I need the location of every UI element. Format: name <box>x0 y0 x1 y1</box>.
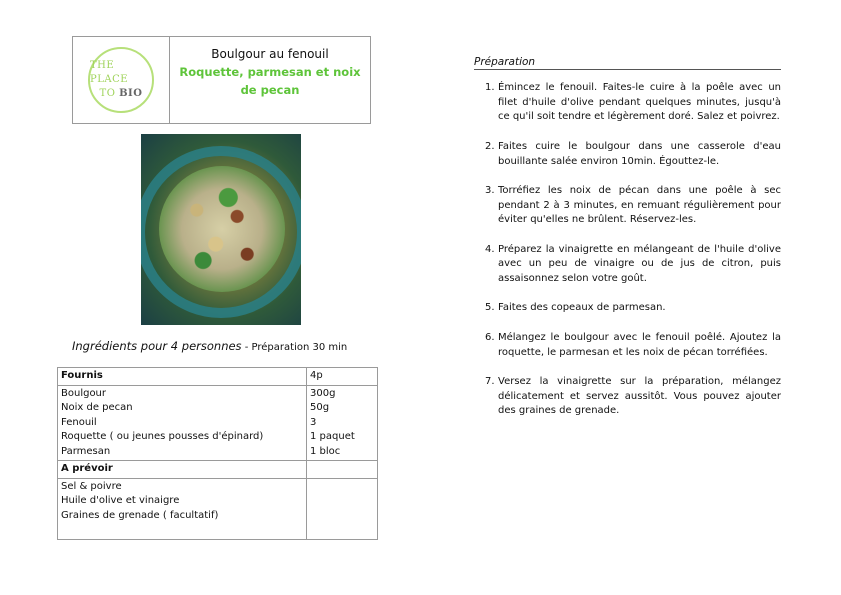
to-plan-item: Graines de grenade ( facultatif) <box>61 509 219 521</box>
step-text: Faites des copeaux de parmesan. <box>498 302 666 314</box>
preparation-title: Préparation <box>474 56 781 70</box>
step-text: Préparez la vinaigrette en mélangeant de l'huile d'olive avec un peu de vinaigre ou de jus de citron, puis assaisonnez selon votre goût. <box>498 243 781 285</box>
ingredient-qty: 1 paquet <box>310 431 355 442</box>
prep-time: - Préparation 30 min <box>241 342 348 353</box>
to-plan-items <box>58 478 307 539</box>
ingredient-name: Parmesan <box>61 445 111 457</box>
recipe-photo <box>141 134 301 325</box>
step-5: 5. Faites des copeaux de parmesan. <box>485 301 781 316</box>
logo-line1: THE PLACE <box>90 60 129 85</box>
to-plan-item: Sel & poivre <box>61 480 122 492</box>
to-plan-item: Huile d'olive et vinaigre <box>61 495 180 506</box>
step-6: 6. Mélangez le boulgour avec le fenouil poêlé. Ajoutez la roquette, le parmesan et les noix de pécan torréfiées. <box>485 331 781 360</box>
logo-cell <box>73 37 170 123</box>
provided-header: Fournis <box>58 368 307 386</box>
ingredients-heading: Ingrédients pour 4 personnes <box>72 339 242 353</box>
ingredient-name: Noix de pecan <box>61 402 133 413</box>
recipe-title: Boulgour au fenouil <box>211 47 329 61</box>
step-text: Mélangez le boulgour avec le fenouil poêlé. Ajoutez la roquette, le parmesan et les noix de pécan torréfiées. <box>498 331 781 358</box>
ingredient-qty: 50g <box>310 402 330 413</box>
step-4: 4. Préparez la vinaigrette en mélangeant de l'huile d'olive avec un peu de vinaigre ou de jus de citron, puis assaisonnez selon votre goût. <box>485 243 781 287</box>
table-row <box>58 368 378 386</box>
table-row <box>58 385 378 461</box>
step-text: Versez la vinaigrette sur la préparation, mélangez délicatement et servez aussitôt. Vous pouvez ajouter des graines de grenade. <box>498 375 781 417</box>
step-2: 2. Faites cuire le boulgour dans une casserole d'eau bouillante salée environ 10min. Égouttez-le. <box>485 140 781 169</box>
to-plan-header: A prévoir <box>58 461 307 479</box>
step-text: Émincez le fenouil. Faites-le cuire à la poêle avec un filet d'huile d'olive pendant quelques minutes, jusqu'à ce qu'il soit tendre et légèrement doré. Salez et poivrez. <box>498 82 781 123</box>
ingredients-table <box>57 367 378 540</box>
ingredient-qty: 3 <box>310 416 317 428</box>
ingredients-title <box>72 339 347 353</box>
provided-quantities <box>307 385 378 461</box>
step-text: Faites cuire le boulgour dans une casserole d'eau bouillante salée environ 10min. Égouttez-le. <box>498 140 781 167</box>
step-3: 3. Torréfiez les noix de pécan dans une poêle à sec pendant 2 à 3 minutes, en remuant régulièrement pour éviter qu'elles ne brûlent. Réservez-les. <box>485 184 781 228</box>
ingredient-name: Fenouil <box>61 416 97 428</box>
step-text: Torréfiez les noix de pécan dans une poêle à sec pendant 2 à 3 minutes, en remuant régulièrement pour éviter qu'elles ne brûlent. Réservez-les. <box>498 184 781 226</box>
empty-cell <box>307 461 378 479</box>
step-7: 7. Versez la vinaigrette sur la préparation, mélangez délicatement et servez aussitôt. Vous pouvez ajouter des graines de grenade. <box>485 375 781 419</box>
logo-line2: TO BIO <box>99 88 143 99</box>
recipe-subtitle: Roquette, parmesan et noix de pecan <box>179 65 361 97</box>
salad <box>159 166 285 292</box>
recipe-header <box>72 36 371 124</box>
portion-header: 4p <box>307 368 378 386</box>
ingredient-name: Boulgour <box>61 387 107 399</box>
table-row <box>58 478 378 539</box>
provided-names <box>58 385 307 461</box>
title-cell <box>170 37 370 123</box>
ingredient-qty: 1 bloc <box>310 445 341 457</box>
ingredient-qty: 300g <box>310 387 336 399</box>
ingredient-name: Roquette ( ou jeunes pousses d'épinard) <box>61 431 264 442</box>
preparation-steps <box>485 81 781 434</box>
empty-cell <box>307 478 378 539</box>
step-1: 1. Émincez le fenouil. Faites-le cuire à la poêle avec un filet d'huile d'olive pendant quelques minutes, jusqu'à ce qu'il soit tendre et légèrement doré. Salez et poivrez. <box>485 81 781 125</box>
brand-logo <box>88 47 154 113</box>
table-row <box>58 461 378 479</box>
